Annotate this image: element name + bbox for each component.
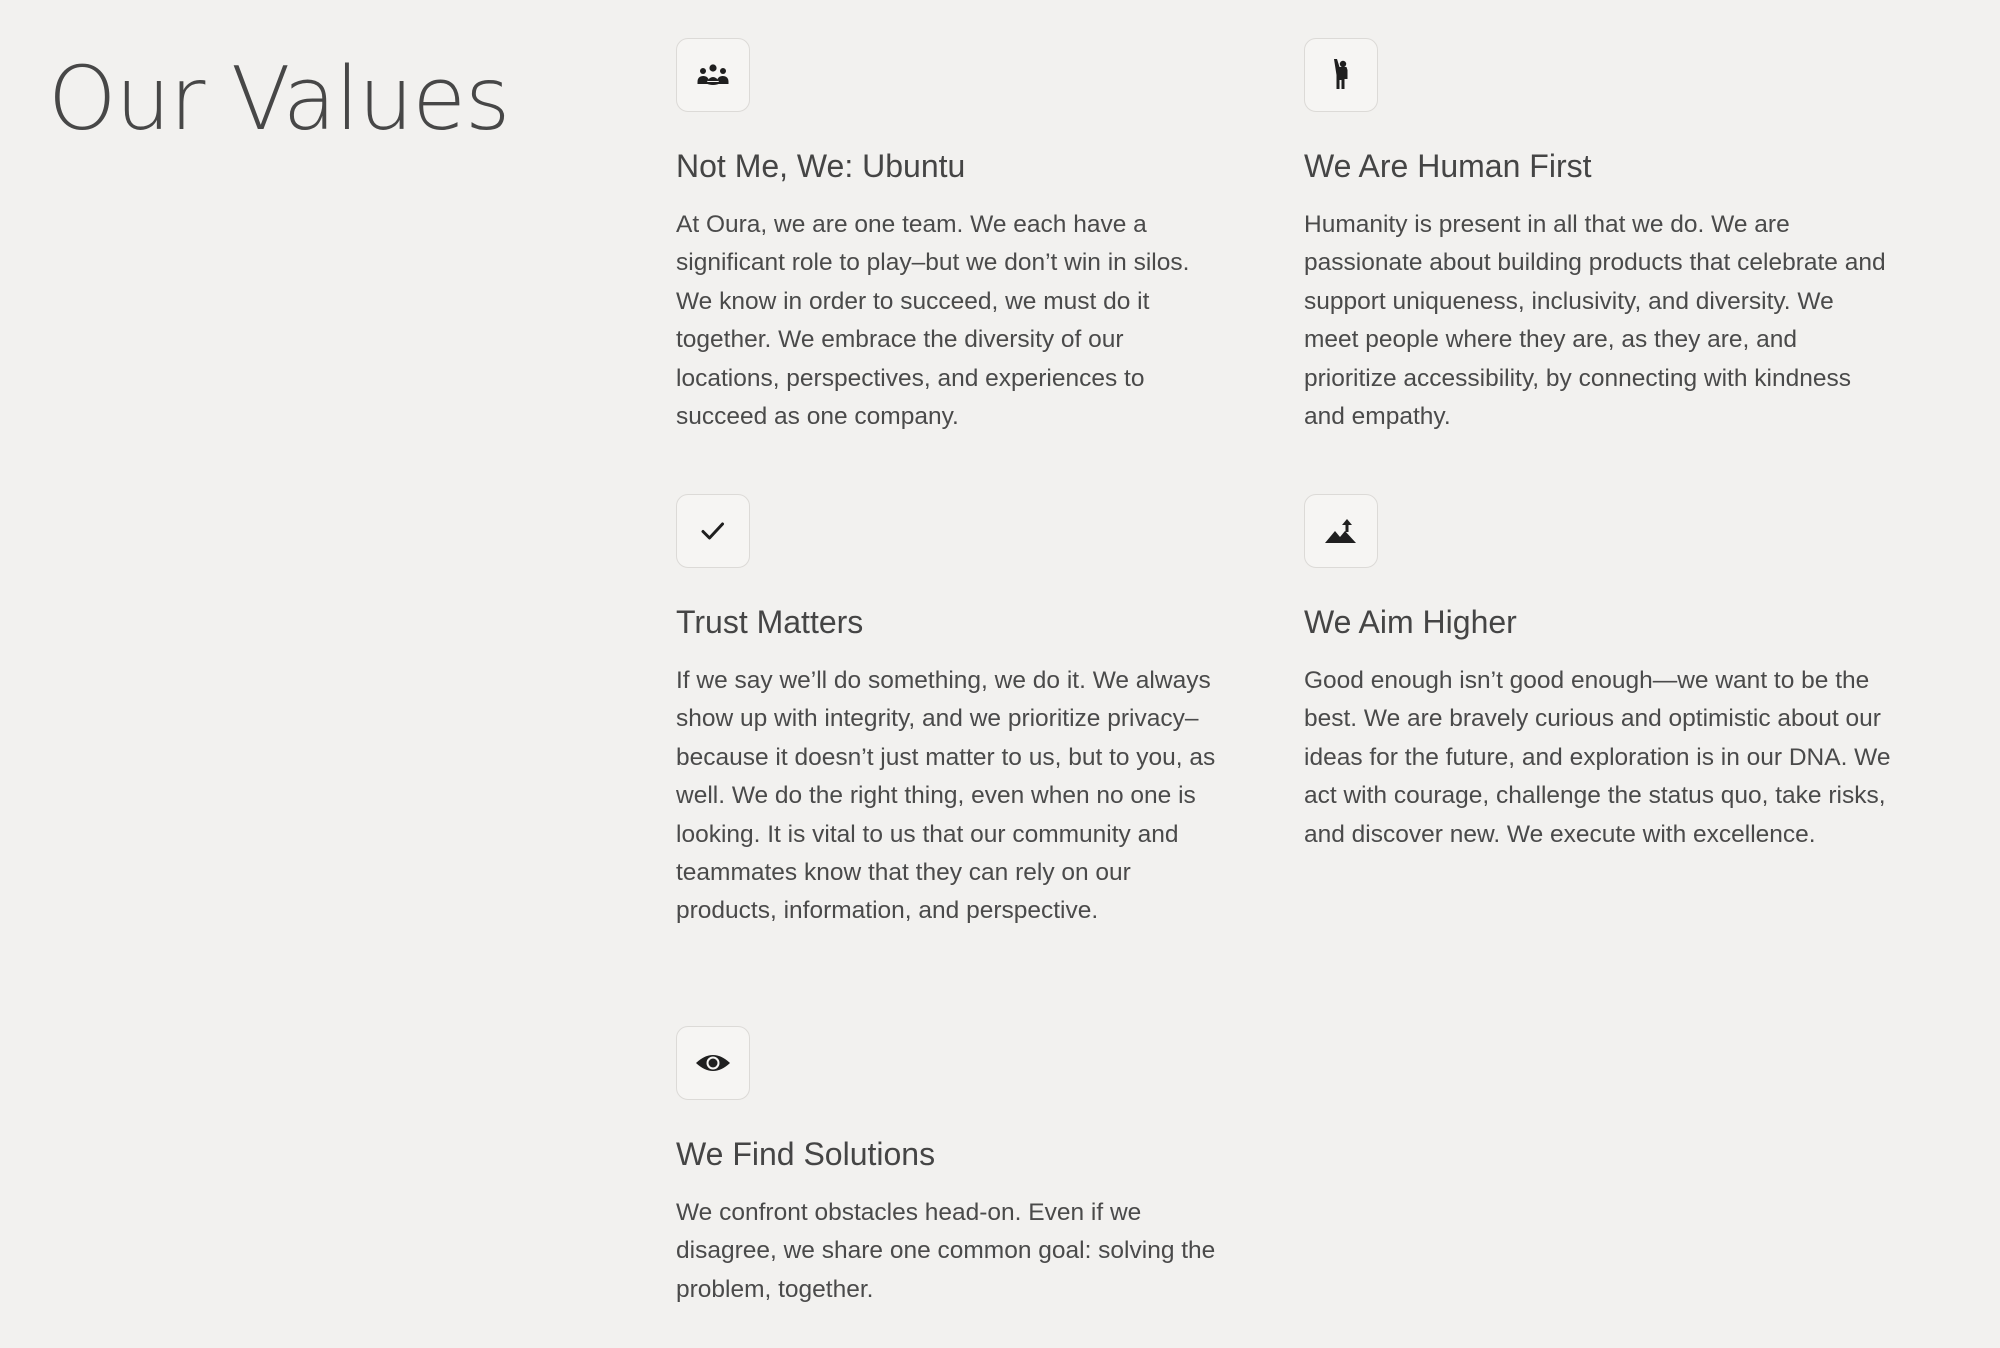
value-card-aim-higher	[1304, 494, 1932, 1026]
page-title: Our Values	[48, 48, 510, 150]
value-card-human-first	[1304, 38, 1932, 494]
mountain-arrow-up-icon	[1304, 494, 1378, 568]
value-title: Trust Matters	[676, 604, 864, 640]
value-title: We Aim Higher	[1304, 604, 1517, 640]
value-description: At Oura, we are one team. We each have a significant role to play–but we don’t win in silos. We know in order to succeed, we must do it together. We embrace the diversity of our locations, perspectives, and experiences to succeed as one company.	[676, 211, 1190, 431]
checkmark-icon	[676, 494, 750, 568]
value-title: Not Me, We: Ubuntu	[676, 148, 966, 184]
value-title: We Find Solutions	[676, 1136, 936, 1172]
values-grid	[676, 38, 1932, 1326]
eye-icon	[676, 1026, 750, 1100]
team-icon	[676, 38, 750, 112]
value-description: Good enough isn’t good enough—we want to be the best. We are bravely curious and optimistic about our ideas for the future, and exploration is in our DNA. We act with courage, challenge the status quo, take risks, and discover new. We execute with excellence.	[1304, 667, 1891, 848]
person-waving-icon	[1304, 38, 1378, 112]
value-description: Humanity is present in all that we do. We are passionate about building products that celebrate and support uniqueness, inclusivity, and diversity. We meet people where they are, as they are, and prioritize accessibility, by connecting with kindness and empathy.	[1304, 211, 1886, 431]
value-description: We confront obstacles head-on. Even if we disagree, we share one common goal: solving the problem, together.	[676, 1199, 1216, 1303]
value-card-solutions	[676, 1026, 1304, 1326]
value-description: If we say we’ll do something, we do it. We always show up with integrity, and we prioritize privacy– because it doesn’t just matter to us, but to you, as well. We do the right thing, even when no one is looking. It is vital to us that our community and teammates know that they can rely on our products, information, and perspective.	[676, 667, 1216, 925]
value-title: We Are Human First	[1304, 148, 1592, 184]
value-card-trust	[676, 494, 1304, 1026]
value-card-ubuntu	[676, 38, 1304, 494]
